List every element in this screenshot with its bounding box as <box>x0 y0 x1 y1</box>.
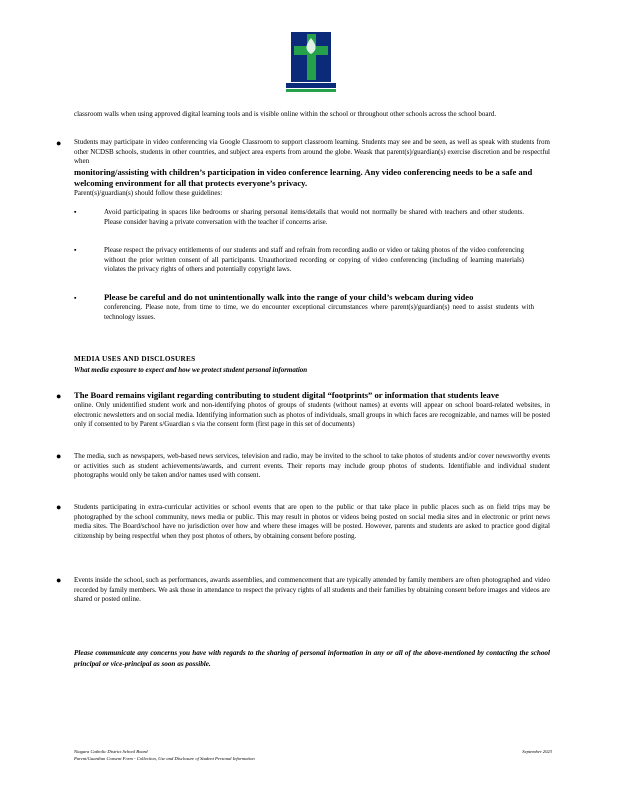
media-subheading: What media exposure to expect and how we protect student personal information <box>74 366 308 374</box>
sub-bullet-icon: ▪ <box>74 294 77 302</box>
media-bullet-item <box>74 390 550 430</box>
closing-statement: Please communicate any concerns you have with regards to the sharing of personal information in any or all of the above-mentioned by contacting the school principal or vice-principal as soon as possible. <box>74 649 550 668</box>
sub-bullet-icon: ▪ <box>74 246 77 254</box>
bullet-icon: ● <box>56 502 62 512</box>
media-heading: MEDIA USES AND DISCLOSURES <box>74 355 196 363</box>
cross-logo-icon <box>280 30 342 94</box>
bullet-icon: ● <box>56 138 62 148</box>
video-conferencing-paragraph <box>74 138 550 198</box>
bullet-icon: ● <box>56 391 62 401</box>
media-bullet-item: Events inside the school, such as performances, awards assemblies, and commencement that are typically attended by family members are often photographed and video recorded by family members. We ask those in attendance to respect the privacy rights of all students and their families by obtaining consent before images and videos are shared or posted online. <box>74 576 550 604</box>
footer-date: September 2023 <box>522 749 552 754</box>
guideline-item: Please respect the privacy entitlements of our students and staff and refrain from recording audio or video or taking photos of the video conferencing without the prior written consent of all participants. Unauthorized recording or copying of video conferencing (including of learning materials) violates the privacy rights of others and potentially copyright laws. <box>104 246 524 274</box>
footer-board-name: Niagara Catholic District School Board <box>74 749 148 754</box>
intro-continuation: classroom walls when using approved digital learning tools and is visible online within the school or throughout other schools across the school board. <box>74 110 497 118</box>
sub-bullet-icon: ▪ <box>74 208 77 216</box>
video-text-part2: Parent(s)/guardian(s) should follow these guidelines: <box>74 188 223 197</box>
media-bullet-lead: The Board remains vigilant regarding contributing to student digital “footprints” or information that students leave <box>74 390 499 400</box>
page-footer <box>74 748 552 762</box>
footer-form-title: Parent/Guardian Consent Form - Collection, Use and Disclosure of Student Personal Information <box>74 756 255 761</box>
video-text-part1: Students may participate in video conferencing via Google Classroom to support classroom learning. Students may see and be seen, as well as speak with students from other NCDSB schools, students in other countries, and subject area experts from around the globe. Weask that parent(s)/guardian(s) exercise discretion and be respectful when <box>74 138 550 166</box>
guideline-item-emphasis <box>104 292 534 322</box>
guideline-emphasis-rest: conferencing. Please note, from time to time, we do encounter exceptional circumstances where parent(s)/guardian(s) need to assist students with technology issues. <box>104 303 534 321</box>
media-bullet-item: Students participating in extra-curricular activities or school events that are open to the public or that take place in public places such as on field trips may be photographed by the school community, news media or public. This may result in photos or videos being posted on social media sites and in electronic or print news media sites. The Board/school have no jurisdiction over how and where these images will be posted. However, parents and students are asked to practice good digital citizenship by being respectful when they post photos of others, by obtaining consent before posting. <box>74 503 550 540</box>
video-text-emphasis: monitoring/assisting with children’s participation in video conference learning. Any video conferencing needs to be a safe and welcoming environment for all that protects everyone’s privacy. <box>74 166 533 188</box>
media-bullet-item: The media, such as newspapers, web-based news services, television and radio, may be invited to the school to take photos of students and/or cover newsworthy events or activities such as student achievements/awards, and current events. Their reports may include group photos of students. Identifiable and individual student photographs would only be taken and/or names used with consent. <box>74 452 550 480</box>
school-board-logo <box>280 30 342 94</box>
bullet-icon: ● <box>56 575 62 585</box>
guideline-item: Avoid participating in spaces like bedrooms or sharing personal items/details that would not normally be shared with teachers and other students. Please consider having a private conversation with the teacher if concerns arise. <box>104 208 524 226</box>
media-bullet-text: online. Only unidentified student work and non-identifying photos of groups of students (without names) at events will appear on school board-related websites, in electronic newsletters and on social media. Identifying information such as photos of individuals, small groups in which faces are recognizable, and names will be posted only if consented to by Parent s/Guardian s via the consent form (first page in this set of documents) <box>74 401 550 429</box>
guideline-emphasis-bold: Please be careful and do not unintentionally walk into the range of your child’s webcam during video <box>104 292 474 302</box>
bullet-icon: ● <box>56 451 62 461</box>
